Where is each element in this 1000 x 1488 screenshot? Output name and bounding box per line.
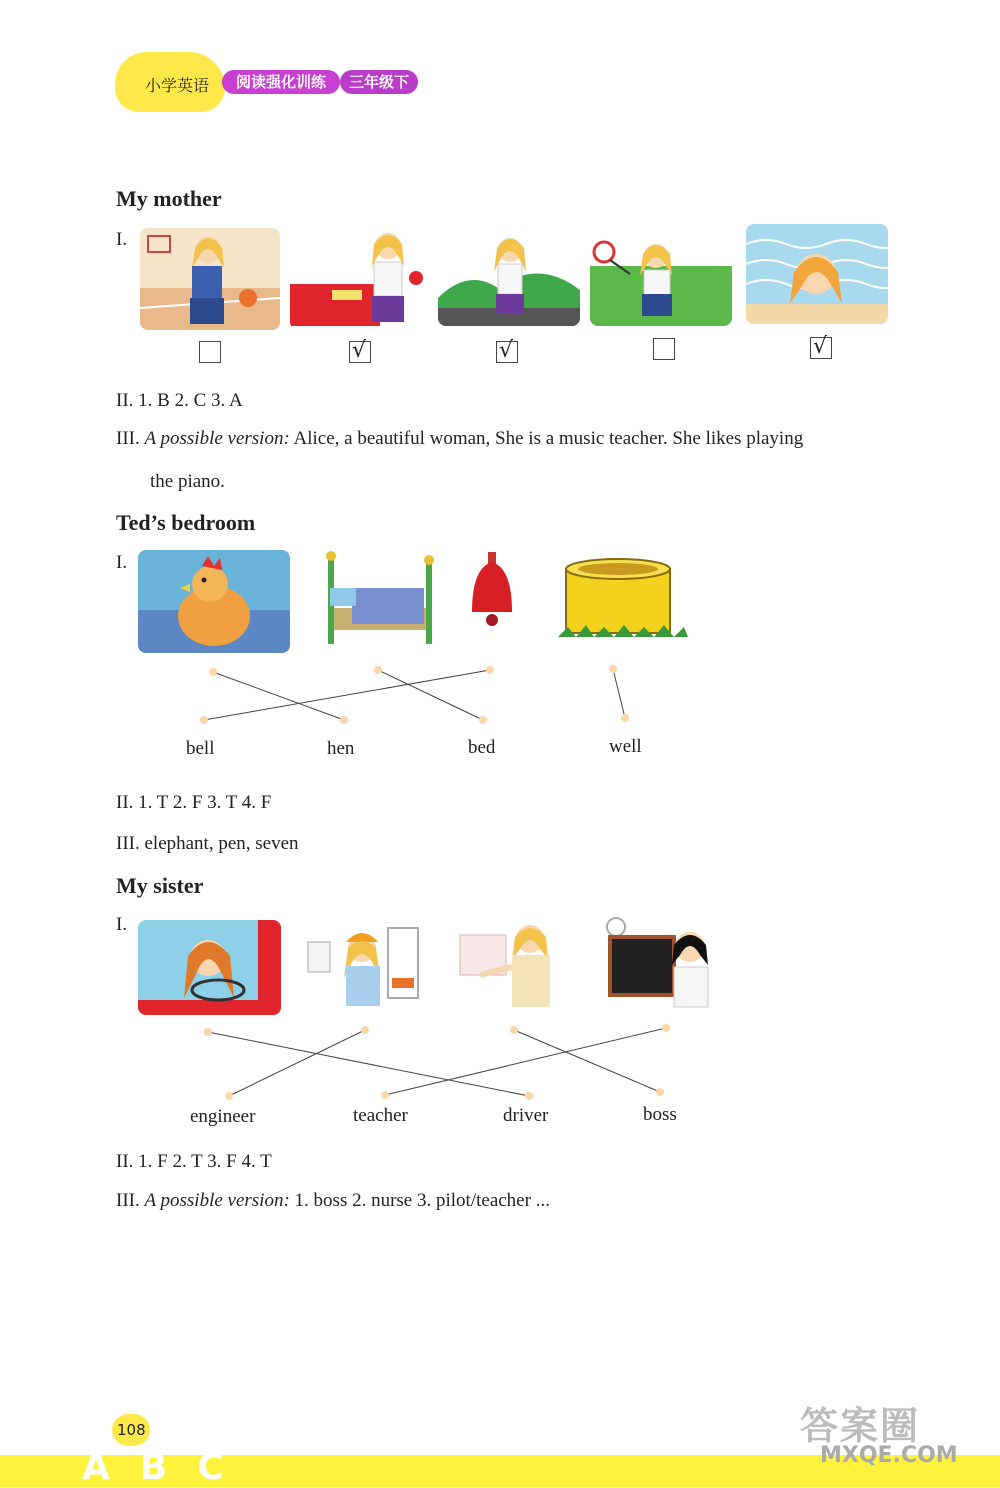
match-dot[interactable] — [525, 1092, 533, 1100]
word-teacher: teacher — [353, 1105, 408, 1126]
match-dot[interactable] — [225, 1092, 233, 1100]
bedroom-part-2: II. 1. T 2. F 3. T 4. F — [116, 792, 272, 813]
word-bell: bell — [186, 738, 215, 759]
bedroom-part-3: III. elephant, pen, seven — [116, 833, 299, 854]
match-dot[interactable] — [361, 1026, 369, 1034]
word-boss: boss — [643, 1104, 677, 1125]
sister-part-2: II. 1. F 2. T 3. F 4. T — [116, 1151, 272, 1172]
checkbox-ping-pong[interactable]: √ — [349, 341, 371, 363]
part-1-label: I. — [116, 914, 128, 935]
word-driver: driver — [503, 1105, 549, 1126]
my-mother-part-2: II. 1. B 2. C 3. A — [116, 390, 243, 411]
watermark: 答案圈 MXQE.COM — [800, 1404, 958, 1468]
checkbox-swimming[interactable]: √ — [810, 337, 832, 359]
word-bed: bed — [468, 737, 496, 758]
my-mother-part-3-continued: the piano. — [150, 471, 225, 492]
match-dot[interactable] — [662, 1024, 670, 1032]
section-title-my-sister: My sister — [116, 873, 204, 898]
checkbox-hiking[interactable]: √ — [496, 341, 518, 363]
word-well: well — [609, 736, 642, 757]
word-engineer: engineer — [190, 1106, 256, 1127]
match-dot[interactable] — [656, 1088, 664, 1096]
part-1-label: I. — [116, 552, 128, 573]
part-1-label: I. — [116, 229, 128, 250]
match-dot[interactable] — [204, 1028, 212, 1036]
word-hen: hen — [327, 738, 355, 759]
book-subtitle: 阅读强化训练 — [222, 70, 340, 94]
page-number: 108 — [117, 1421, 146, 1439]
match-dot[interactable] — [510, 1026, 518, 1034]
sister-part-3: III. A possible version: 1. boss 2. nurse 3. pilot/teacher ... — [116, 1190, 550, 1211]
book-grade: 三年级下 — [340, 70, 418, 94]
match-dot[interactable] — [381, 1091, 389, 1099]
section-title-teds-bedroom: Ted’s bedroom — [116, 510, 256, 535]
my-mother-part-3: III. A possible version: Alice, a beautiful woman, She is a music teacher. She likes playing — [116, 428, 804, 449]
footer-abc: ABC — [82, 1447, 254, 1488]
section-title-my-mother: My mother — [116, 186, 222, 211]
book-title: 小学英语 — [145, 76, 210, 95]
